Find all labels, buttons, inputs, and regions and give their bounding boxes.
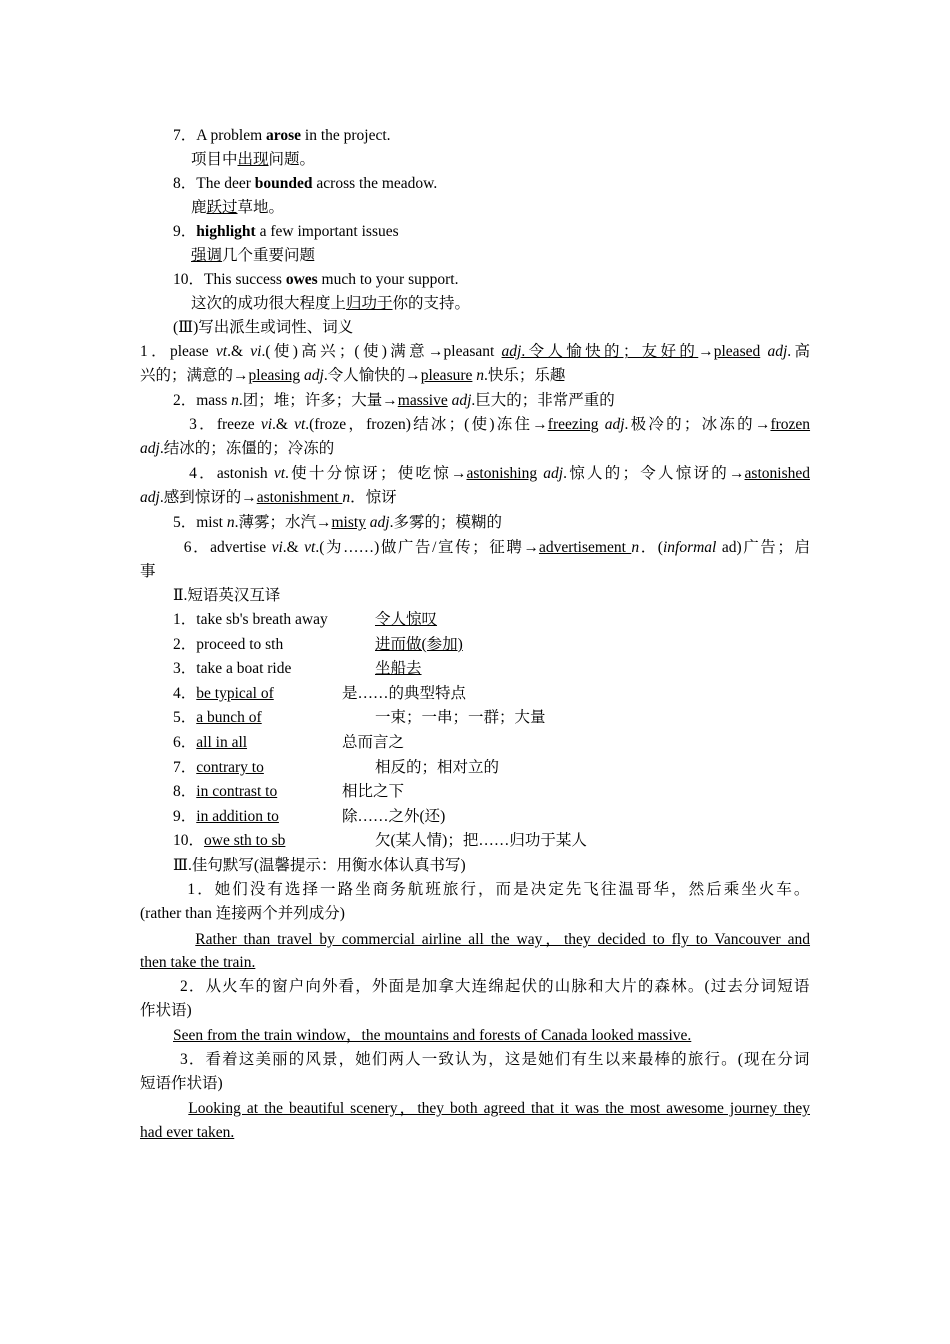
item-number: 9．	[173, 223, 197, 240]
phrase-row	[173, 635, 283, 655]
phrase-chinese: 总而言之	[342, 734, 405, 751]
phrase-number: 1．	[173, 611, 197, 628]
phrase-english: a bunch of	[196, 709, 262, 726]
vocab-item-9	[173, 222, 399, 242]
section-title-sentences: Ⅲ.佳句默写(温馨提示：用衡水体认真书写)	[173, 857, 466, 874]
phrase-english: take sb's breath away	[196, 611, 328, 628]
sentence-question-3: 3．看着这美丽的风景，她们两人一致认为，这是她们有生以来最棒的旅行。(现在分词	[180, 1051, 810, 1068]
sentence-hint-1: (rather than 连接两个并列成分)	[140, 905, 345, 922]
derivative-answer: freezing	[547, 416, 599, 433]
translation-text: 这次的成功很大程度上	[191, 295, 347, 312]
translation-text: 鹿	[191, 199, 207, 216]
phrase-chinese: 相比之下	[342, 783, 405, 800]
phrase-row	[173, 831, 285, 851]
derivative-item-1: 1．please vt.& vi.(使)高兴；(使)满意→pleasant adj.令人愉快的；友好的→pleased adj.高	[140, 343, 811, 360]
translation-answer: 跃过	[206, 199, 238, 216]
derivative-item-2: 2．mass n.团；堆；许多；大量→massive adj.巨大的；非常严重的	[173, 392, 615, 409]
key-word: owes	[285, 271, 318, 288]
phrase-chinese: 一束；一串；一群；大量	[375, 709, 546, 726]
derivative-item-6-cont: 事	[140, 563, 156, 580]
phrase-english: be typical of	[196, 685, 274, 702]
key-word: bounded	[254, 175, 313, 192]
phrase-english: proceed to sth	[196, 636, 284, 653]
sentence-text: in the project.	[301, 127, 391, 144]
vocab-item-7	[173, 126, 391, 146]
derivative-item-3: 3．freeze vi.& vt.(froze，frozen)结冰；(使)冻住→freezing adj.极冷的；冰冻的→frozen	[189, 416, 811, 433]
derivative-item-5: 5．mist n.薄雾；水汽→misty adj.多雾的；模糊的	[173, 514, 502, 531]
key-word: arose	[266, 127, 302, 144]
phrase-number: 10．	[173, 832, 205, 849]
derivative-answer: pleasure	[420, 367, 473, 384]
sentence-text: much to your support.	[317, 271, 459, 288]
sentence-answer-3-cont: had ever taken.	[140, 1124, 235, 1141]
derivative-answer: pleasing	[248, 367, 301, 384]
vocab-translation-7	[191, 150, 315, 170]
phrase-number: 4．	[173, 685, 197, 702]
item-number: 8．	[173, 175, 197, 192]
derivative-answer: astonished	[744, 465, 810, 482]
translation-answer: 出现	[237, 151, 269, 168]
derivative-item-4-cont: adj.感到惊讶的→astonishment n．惊讶	[140, 489, 397, 506]
phrase-number: 8．	[173, 783, 197, 800]
sentence-text: The deer	[196, 175, 255, 192]
translation-text: 草地。	[237, 199, 285, 216]
derivative-item-3-cont: adj.结冰的；冻僵的；冷冻的	[140, 440, 335, 457]
phrase-row	[173, 782, 277, 802]
phrase-english: contrary to	[196, 759, 264, 776]
phrase-chinese: 除……之外(还)	[342, 808, 446, 825]
vocab-item-8	[173, 174, 437, 194]
translation-text: 项目中	[191, 151, 238, 168]
sentence-answer-2: Seen from the train window，the mountains and forests of Canada looked massive.	[173, 1027, 692, 1044]
phrase-chinese: 进而做(参加)	[375, 636, 463, 653]
translation-answer: 强调	[191, 247, 223, 264]
sentence-text: This success	[204, 271, 286, 288]
phrase-number: 9．	[173, 808, 197, 825]
sentence-answer-3: Looking at the beautiful scenery，they both agreed that it was the most awesome journey they	[188, 1100, 810, 1117]
translation-text: 问题。	[268, 151, 316, 168]
translation-text: 几个重要问题	[222, 247, 316, 264]
phrase-number: 5．	[173, 709, 197, 726]
phrase-english: all in all	[196, 734, 248, 751]
sentence-answer-1-cont: then take the train.	[140, 954, 256, 971]
sentence-text: A problem	[196, 127, 267, 144]
vocab-translation-8	[191, 198, 284, 218]
phrase-english: in addition to	[196, 808, 279, 825]
section-title-phrases: Ⅱ.短语英汉互译	[173, 587, 281, 604]
sentence-hint-3: 短语作状语)	[140, 1075, 223, 1092]
phrase-row	[173, 659, 291, 679]
phrase-row	[173, 610, 328, 630]
phrase-english: in contrast to	[196, 783, 278, 800]
phrase-chinese: 坐船去	[375, 660, 422, 677]
derivative-answer: astonishment	[256, 489, 343, 506]
phrase-chinese: 令人惊叹	[375, 611, 438, 628]
derivative-item-6: 6．advertise vi.& vt.(为……)做广告/宣传；征聘→advertisement n．(informal ad)广告；启	[183, 539, 810, 556]
phrase-row	[173, 758, 264, 778]
derivative-item-1-cont: 兴的；满意的→pleasing adj.令人愉快的→pleasure n.快乐；乐趣	[140, 367, 566, 384]
key-word: highlight	[196, 223, 256, 240]
derivative-answer: astonishing	[466, 465, 538, 482]
phrase-english: owe sth to sb	[204, 832, 286, 849]
vocab-translation-9	[191, 246, 315, 266]
derivative-answer: advertisement	[538, 539, 632, 556]
phrase-number: 6．	[173, 734, 197, 751]
vocab-item-10	[173, 270, 458, 290]
phrase-row	[173, 684, 274, 704]
vocab-translation-10	[191, 294, 470, 314]
phrase-chinese: 是……的典型特点	[342, 685, 467, 702]
sentence-text: across the meadow.	[312, 175, 438, 192]
phrase-number: 2．	[173, 636, 197, 653]
sentence-question-1: 1．她们没有选择一路坐商务航班旅行，而是决定先飞往温哥华，然后乘坐火车。	[187, 881, 810, 898]
phrase-row	[173, 708, 262, 728]
sentence-text: a few important issues	[255, 223, 399, 240]
sentence-hint-2: 作状语)	[140, 1002, 192, 1019]
item-number: 10．	[173, 271, 205, 288]
section-title-derivatives: (Ⅲ)写出派生或词性、词义	[173, 319, 354, 336]
translation-answer: 归功于	[346, 295, 393, 312]
derivative-answer: adj.令人愉快的；友好的	[501, 343, 699, 360]
derivative-answer: frozen	[770, 416, 811, 433]
translation-text: 你的支持。	[392, 295, 471, 312]
phrase-number: 7．	[173, 759, 197, 776]
derivative-item-4: 4．astonish vt.使十分惊讶；使吃惊→astonishing adj.惊人的；令人惊讶的→astonished	[189, 465, 810, 482]
item-number: 7．	[173, 127, 197, 144]
phrase-chinese: 相反的；相对立的	[375, 759, 500, 776]
derivative-answer: pleased	[713, 343, 761, 360]
phrase-row	[173, 733, 247, 753]
phrase-number: 3．	[173, 660, 197, 677]
phrase-row	[173, 807, 279, 827]
phrase-english: take a boat ride	[196, 660, 292, 677]
sentence-question-2: 2．从火车的窗户向外看，外面是加拿大连绵起伏的山脉和大片的森林。(过去分词短语	[180, 978, 810, 995]
derivative-answer: massive	[397, 392, 448, 409]
sentence-answer-1: Rather than travel by commercial airline all the way，they decided to fly to Vancouver and	[195, 931, 811, 948]
phrase-chinese: 欠(某人情)；把……归功于某人	[375, 832, 587, 849]
derivative-answer: misty	[331, 514, 366, 531]
